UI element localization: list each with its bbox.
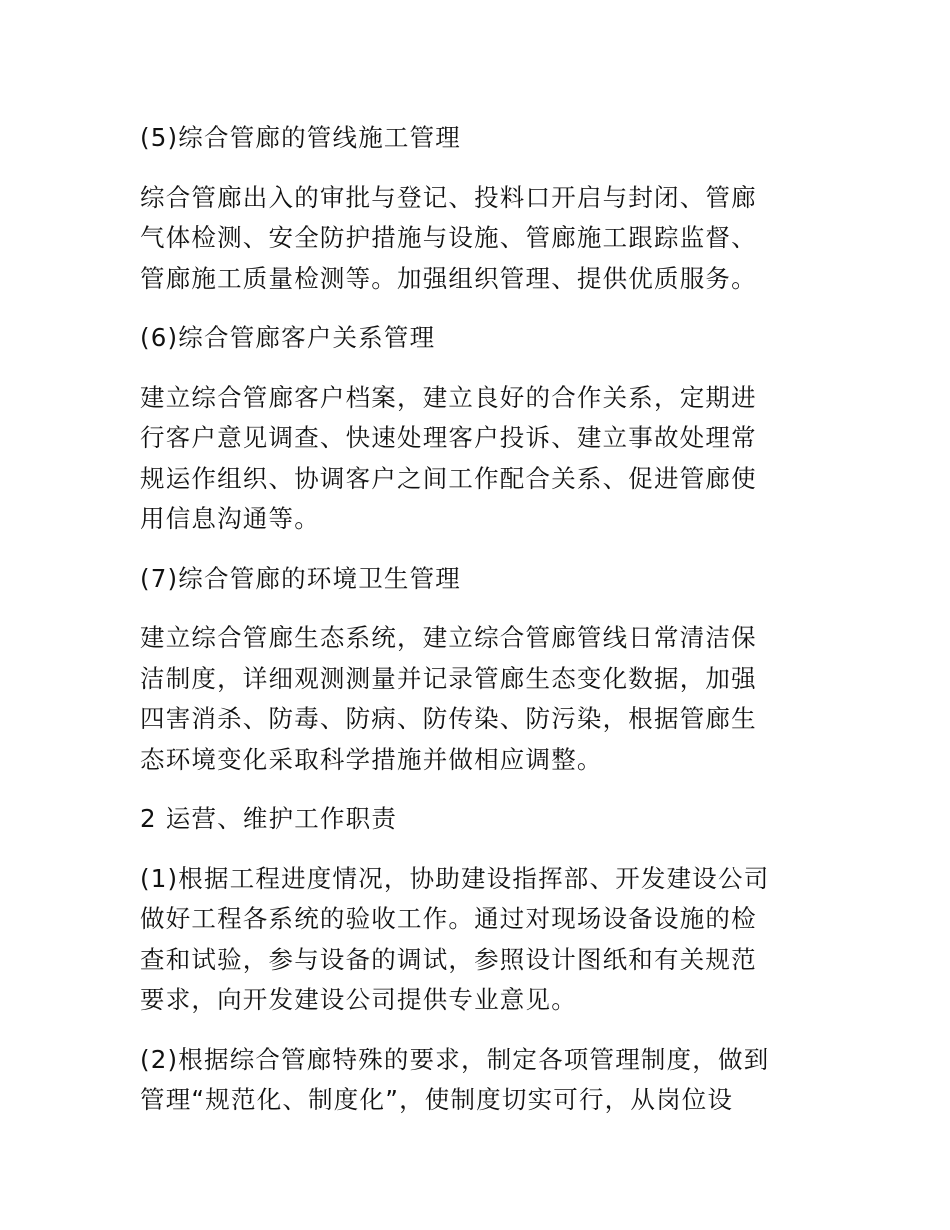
- paragraph-pipeline-construction: [140, 178, 805, 300]
- text-line: 查和试验，参与设备的调试，参照设计图纸和有关规范: [140, 944, 757, 974]
- paragraph-duty-2: [140, 1040, 805, 1121]
- section-heading-7: [140, 559, 805, 600]
- text-line: (5)综合管廊的管线施工管理: [140, 123, 462, 152]
- text-line: 四害消杀、防毒、防病、防传染、防污染，根据管廊生: [140, 704, 757, 733]
- paragraph-environment-hygiene: [140, 618, 805, 780]
- section-heading-2: [140, 799, 805, 840]
- text-line: 态环境变化采取科学措施并做相应调整。: [140, 744, 603, 774]
- text-line: 建立综合管廊生态系统，建立综合管廊管线日常清洁保: [140, 623, 757, 652]
- text-line: 行客户意见调查、快速处理客户投诉、建立事故处理常: [140, 423, 757, 452]
- section-heading-6: [140, 318, 805, 359]
- text-line: 规运作组织、协调客户之间工作配合关系、促进管廊使: [140, 463, 757, 493]
- text-line: 管理“规范化、制度化”，使制度切实可行，从岗位设: [140, 1085, 734, 1114]
- text-line: 管廊施工质量检测等。加强组织管理、提供优质服务。: [140, 263, 757, 293]
- text-line: (2)根据综合管廊特殊的要求，制定各项管理制度，做到: [140, 1044, 770, 1074]
- text-line: 洁制度，详细观测测量并记录管廊生态变化数据，加强: [140, 663, 757, 693]
- text-line: (1)根据工程进度情况，协助建设指挥部、开发建设公司: [140, 863, 770, 893]
- paragraph-duty-1: [140, 859, 805, 1021]
- text-line: 做好工程各系统的验收工作。通过对现场设备设施的检: [140, 904, 757, 933]
- text-line: 要求，向开发建设公司提供专业意见。: [140, 985, 577, 1014]
- text-line: 综合管廊出入的审批与登记、投料口开启与封闭、管廊: [140, 182, 757, 212]
- paragraph-customer-relations: [140, 378, 805, 540]
- text-line: 气体检测、安全防护措施与设施、管廊施工跟踪监督、: [140, 223, 757, 252]
- text-line: 建立综合管廊客户档案，建立良好的合作关系，定期进: [140, 382, 757, 412]
- text-line: (7)综合管廊的环境卫生管理: [140, 563, 462, 593]
- text-line: 2 运营、维护工作职责: [140, 804, 398, 833]
- document-page: [140, 118, 805, 1121]
- text-line: (6)综合管廊客户关系管理: [140, 323, 436, 352]
- section-heading-5: [140, 118, 805, 159]
- text-line: 用信息沟通等。: [140, 504, 320, 533]
